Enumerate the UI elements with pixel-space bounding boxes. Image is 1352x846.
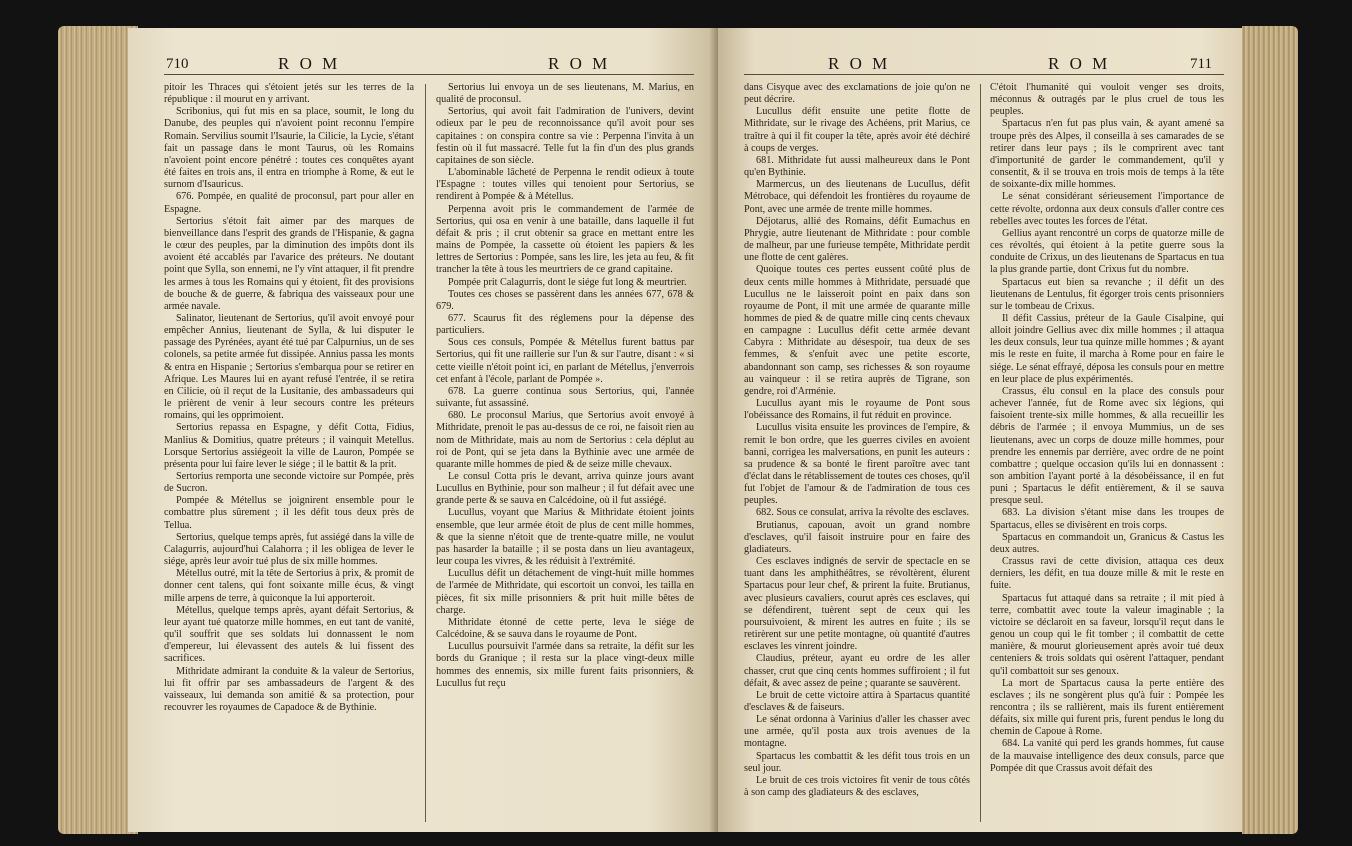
paragraph: 677. Scaurus fit des réglemens pour la dépense des particuliers. — [436, 312, 694, 337]
paragraph: Crassus ravi de cette division, attaqua ces deux derniers, les défit, en tua douze mille & mit le reste en fuite. — [990, 556, 1224, 592]
paragraph: Scribonius, qui fut mis en sa place, soumit, le long du Danube, des peuples qui n'avoient point reconnu l'empire Romain. Servilius soumit l'Isaurie, la Cilicie, la Lycie, s'étant fait un passage dans le mont Taurus, où les Romains n'avoient point encore pénétré : toutes ces conquêtes ayant été faites en trois ans, il entra en triomphe à Rome, & eut le surnom d'Isauricus. — [164, 106, 414, 191]
running-head: R O M — [1048, 54, 1111, 73]
paragraph: Spartacus fut attaqué dans sa retraite ; il mit pied à terre, combattit avec toute la valeur imaginable ; la victoire se déclaroit en sa faveur, lorsqu'il reçut dans le genou un coup qui le fit tomber ; il combattit de cette manière, & mourut glorieusement après avoir tué deux centeniers & trois soldats qui osèrent l'attaquer, pendant qu'il combattoit sur ses genoux. — [990, 592, 1224, 677]
paragraph: 684. La vanité qui perd les grands hommes, fut cause de la mauvaise intelligence des deux consuls, parce que Pompée dit que Crassus avoit défait des — [990, 738, 1224, 774]
paragraph: Spartacus en commandoit un, Granicus & Castus les deux autres. — [990, 531, 1224, 555]
paragraph: Ces esclaves indignés de servir de spectacle en se tuant dans les amphithéâtres, se révoltèrent, élurent Spartacus pour leur chef, & prirent la fuite. Brutianus, avec plusieurs cavaliers, courut après ces esclaves, qui se défendirent, tuèrent sept de ceux qui les poursuivoient, & mirent les autres en fuite ; ils se retirèrent sur une petite montagne, où quantité d'autres esclaves les vinrent joindre. — [744, 556, 970, 653]
paragraph: Sertorius, qui avoit fait l'admiration de l'univers, devint odieux par le peu de reconnoissance qu'il avoit pour ses capitaines : on conspira contre sa vie : Perpenna l'invita à un festin où il fut massacré. Telle fut la fin d'un des plus grands capitaines de son siècle. — [436, 106, 694, 166]
column-divider — [425, 84, 426, 822]
header-rule — [744, 74, 1224, 75]
paragraph: Lucullus ayant mis le royaume de Pont sous l'obéissance des Romains, il fut réduit en province. — [744, 398, 970, 422]
paragraph: Brutianus, capouan, avoit un grand nombre d'esclaves, qu'il faisoit instruire pour en faire des gladiateurs. — [744, 519, 970, 555]
text-column-2 — [436, 82, 694, 824]
paragraph: Le bruit de cette victoire attira à Spartacus quantité d'esclaves & de faiseurs. — [744, 689, 970, 713]
paragraph: Il défit Cassius, préteur de la Gaule Cisalpine, qui alloit joindre Gellius avec dix mille hommes ; il attaqua les deux consuls, leur tua quinze mille hommes ; & ayant mis le reste en fuite, il marcha à Rome pour en faire le siége. Le sénat effrayé, déposa les consuls pour en mettre en leur place de plus expérimentés. — [990, 312, 1224, 385]
paragraph: 676. Pompée, en qualité de proconsul, part pour aller en Espagne. — [164, 191, 414, 215]
paragraph: Mithridate admirant la conduite & la valeur de Sertorius, lui fit offrir par ses ambassadeurs de l'argent & des vaisseaux, lui demanda son amitié & sa protection, pour recouvrer les royaumes de Capadoce & de Bythinie. — [164, 665, 414, 713]
paragraph: Pompée & Métellus se joignirent ensemble pour le combattre plus sûrement ; il les défit tous deux près de Tellua. — [164, 495, 414, 531]
open-book — [58, 14, 1298, 838]
paragraph: Toutes ces choses se passèrent dans les années 677, 678 & 679. — [436, 288, 694, 312]
paragraph: Sertorius s'étoit fait aimer par des marques de bienveillance dans l'esprit des grands de l'Hispanie, & gagna le cœur des peuples, par la diminution des impôts dont ils avoient été accablés par l'avarice des préteurs. Ne doutant point que Sylla, son ennemi, ne l'y vînt attaquer, il fit prendre les armes à tous les Romains qui y étoient, fit des provisions de bouche & de guerre, & fabriqua des vaisseaux pour une armée navale. — [164, 215, 414, 312]
running-head: R O M — [278, 54, 341, 73]
paragraph: Spartacus n'en fut pas plus vain, & ayant amené sa troupe près des Alpes, il conseilla à ses camarades de se retirer dans leur pays ; ils le comprirent avec tant d'importunité de garder le commandement, qu'il y consentit, & il se trouva en trois mois de temps à la tête de soixante-dix mille hommes. — [990, 118, 1224, 191]
paragraph: dans Cisyque avec des exclamations de joie qu'on ne peut décrire. — [744, 82, 970, 106]
paragraph: Sous ces consuls, Pompée & Métellus furent battus par Sertorius, qui fit une raillerie sur l'un & sur l'autre, disant : « si cette vieille n'étoit point ici, en parlant de Métellus, j'enverrois cet enfant à l'école, parlant de Pompée ». — [436, 337, 694, 385]
paragraph: Lucullus visita ensuite les provinces de l'empire, & remit le bon ordre, que les guerres civiles en avoient banni, corrigea les malversations, en punit les auteurs : sa prudence & sa bonté le firent paroître avec tant d'éclat dans le rétablissement de toutes ces choses, qu'il fut l'objet de l'amour & de l'admiration de tous ces peuples. — [744, 422, 970, 507]
paragraph: Pompée prit Calagurris, dont le siége fut long & meurtrier. — [448, 276, 687, 288]
running-head: R O M — [828, 54, 891, 73]
paragraph: 681. Mithridate fut aussi malheureux dans le Pont qu'en Bythinie. — [744, 154, 970, 179]
paragraph: Lucullus défit ensuite une petite flotte de Mithridate, sur le rivage des Achéens, prit Marius, ce traître à qui il fit couper la tête, après avoir été déchiré à coups de verges. — [744, 106, 970, 154]
paragraph: Claudius, préteur, ayant eu ordre de les aller chasser, crut que cinq cents hommes suffiroient ; il fut défait, & avec assez de peine ; quarante se sauvèrent. — [744, 653, 970, 689]
running-head: R O M — [548, 54, 611, 73]
paragraph: Lucullus, voyant que Marius & Mithridate étoient joints ensemble, que leur armée étoit de plus de cent mille hommes, & que la sienne n'étoit que de trente-quatre mille, ne voulut pas hasarder la bataille ; il se posta dans un lieu avantageux, leur coupa les vivres, & les réduisit à l'extrémité. — [436, 507, 694, 568]
paragraph: Le consul Cotta pris le devant, arriva quinze jours avant Lucullus en Bythinie, pour son malheur ; il fut défait avec une grande perte & se sauva en Calcédoine, où il fut assiégé. — [436, 471, 694, 507]
paragraph: Le bruit de ces trois victoires fit venir de tous côtés à son camp des gladiateurs & des esclaves, — [744, 774, 970, 799]
page-edges-left — [58, 26, 138, 834]
paragraph: 680. Le proconsul Marius, que Sertorius avoit envoyé à Mithridate, prenoit le pas au-dessus de ce roi, ne faisoit rien au nom de Mithridate, mais au nom de Sertorius : cela déplut au roi de Pont, qui se jeta dans la Bythinie avec une armée de quarante mille hommes de pied & de seize mille chevaux. — [436, 410, 694, 470]
paragraph: Le sénat ordonna à Varinius d'aller les chasser avec une armée, qu'il posta aux trois avenues de la montagne. — [744, 714, 970, 750]
paragraph: L'abominable lâcheté de Perpenna le rendit odieux à toute l'Espagne : toutes villes qui tenoient pour Sertorius, se rendirent à Pompée & à Métellus. — [436, 167, 694, 203]
paragraph: 678. La guerre continua sous Sertorius, qui, l'année suivante, fut assassiné. — [436, 385, 694, 410]
paragraph: Marmercus, un des lieutenans de Lucullus, défit Métrobace, qui défendoit les frontières du royaume de Pont, avec une armée de trente mille hommes. — [744, 179, 970, 215]
paragraph: Spartacus les combattit & les défit tous trois en un seul jour. — [744, 750, 970, 774]
paragraph: Sertorius repassa en Espagne, y défit Cotta, Fidius, Manlius & Domitius, quatre préteurs ; il vainquit Metellus. Lorsque Sertorius assiégeoit la ville de Lauron, Pompée se présenta pour lui faire lever le siége ; il le battit & la prit. — [164, 422, 414, 470]
column-divider — [980, 84, 981, 822]
paragraph: Sertorius remporta une seconde victoire sur Pompée, près de Sucron. — [164, 471, 414, 495]
paragraph: 683. La division s'étant mise dans les troupes de Spartacus, elles se divisèrent en trois corps. — [990, 507, 1224, 531]
page-number: 710 — [166, 56, 189, 72]
paragraph: Perpenna avoit pris le commandement de l'armée de Sertorius, qui osa en venir à une bataille, dans laquelle il fut défait & pris ; il crut obtenir sa grace en mettant entre les mains de Pompée, la cassette où étoient les papiers & les lettres de Sertorius : Pompée, sans les lire, les jeta au feu, & fit trancher la tête à tous les meurtriers de ce grand capitaine. — [436, 203, 694, 276]
paragraph: Quoique toutes ces pertes eussent coûté plus de deux cents mille hommes à Mithridate, persuadé que Lucullus ne le laisseroit point en paix dans son royaume de Pont, il mit une armée de quarante mille hommes de pied & de quatre mille cinq cents chevaux en campagne : Lucullus défit cette armée devant Cabyra : Mithridate au désespoir, tua deux de ses femmes, & s'enfuit avec une petite escorte, abandonnant son camp, ses richesses & son royaume au vainqueur : il se retira auprès de Tigrane, son gendre, roi d'Arménie. — [744, 264, 970, 397]
paragraph: Lucullus défit un détachement de vingt-huit mille hommes de l'armée de Mithridate, qui escortoit un convoi, les tailla en pièces, fit six mille prisonniers & prit huit mille bêtes de charge. — [436, 568, 694, 616]
paragraph: Sertorius lui envoya un de ses lieutenans, M. Marius, en qualité de proconsul. — [436, 82, 694, 106]
right-page — [718, 28, 1242, 832]
page-edges-right — [1242, 26, 1298, 834]
header-rule — [164, 74, 694, 75]
paragraph: Gellius ayant rencontré un corps de quatorze mille de ces révoltés, qui étoient à la petite guerre sous la conduite de Crixus, un des lieutenans de Spartacus en tua la plus grande partie, dont Crixus fut du nombre. — [990, 227, 1224, 276]
paragraph: Crassus, élu consul en la place des consuls pour achever l'année, fut de Rome avec six légions, qui faisoient trente-six mille hommes, & alla recueillir les débris de l'armée ; il envoya Mummius, un de ses lieutenans, avec un corps de douze mille hommes, pour prendre les ennemis par derrière, avec ordre de ne point combattre ; quelque occasion qu'ils lui en donnassent : son ambition l'ayant porté à la désobéissance, il en fut puni ; Spartacus le défit entièrement, & il se sauva presque seul. — [990, 385, 1224, 507]
paragraph: Mithridate étonné de cette perte, leva le siége de Calcédoine, & se sauva dans le royaume de Pont. — [436, 616, 694, 641]
paragraph: 682. Sous ce consulat, arriva la révolte des esclaves. — [756, 507, 970, 519]
paragraph: Sertorius, quelque temps après, fut assiégé dans la ville de Calagurris, aujourd'hui Calahorra ; il les obligea de lever le siége, après leur avoir tué plus de six mille hommes. — [164, 531, 414, 568]
text-column-1 — [744, 82, 970, 824]
text-column-1 — [164, 82, 414, 824]
paragraph: Métellus outré, mit la tête de Sertorius à prix, & promit de donner cent talens, qui font soixante mille écus, & vingt mille arpens de terre, à quiconque la lui apporteroit. — [164, 568, 414, 604]
paragraph: Le sénat considérant sérieusement l'importance de cette révolte, ordonna aux deux consuls d'aller contre ces rebelles avec toutes les forces de l'état. — [990, 191, 1224, 227]
paragraph: pitoir les Thraces qui s'étoient jetés sur les terres de la république : il mourut en y arrivant. — [164, 82, 414, 106]
left-page — [128, 28, 718, 832]
page-number: 711 — [1190, 56, 1212, 72]
paragraph: Spartacus eut bien sa revanche ; il défit un des lieutenans de Lentulus, fit égorger trois cents prisonniers sur le tombeau de Crixus. — [990, 276, 1224, 312]
paragraph: C'étoit l'humanité qui vouloit venger ses droits, méconnus & outragés par le plus cruel de tous les peuples. — [990, 82, 1224, 118]
paragraph: Lucullus poursuivit l'armée dans sa retraite, la défit sur les bords du Granique ; il resta sur la place vingt-deux mille hommes des ennemis, six mille furent faits prisonniers, & Lucullus fut reçu — [436, 641, 694, 689]
text-column-2 — [990, 82, 1224, 824]
paragraph: Salinator, lieutenant de Sertorius, qu'il avoit envoyé pour empêcher Annius, lieutenant de Sylla, & lui disputer le passage des Pyrénées, ayant été tué par Calpurnius, un de ses colonels, sa petite armée fut dissipée. Annius passa les monts & entra en Hispanie ; Sertorius s'embarqua pour se retirer en Afrique. Les Maures lui en ayant refusé l'entrée, il se retira en Cilicie, où il reçut de la Lusitanie, des ambassadeurs qui le prièrent de venir à leur secours contre les préteurs romains, qui les opprimoient. — [164, 312, 414, 422]
paragraph: Déjotarus, allié des Romains, défit Eumachus en Phrygie, autre lieutenant de Mithridate : pour comble de malheur, par une furieuse tempête, Mithridate perdit une flotte de cent galères. — [744, 215, 970, 264]
paragraph: La mort de Spartacus causa la perte entière des esclaves ; ils ne songèrent plus qu'à fuir : Pompée les rencontra ; ils se rallièrent, mais ils furent entièrement défaits, six mille qui furent pris, furent pendus le long du chemin de Capoue à Rome. — [990, 677, 1224, 738]
paragraph: Métellus, quelque temps après, ayant défait Sertorius, & leur ayant tué quatorze mille hommes, en eut tant de vanité, qu'il souffrit que ses soldats lui donnassent le nom d'empereur, lui élevassent des autels & lui fissent des sacrifices. — [164, 604, 414, 665]
